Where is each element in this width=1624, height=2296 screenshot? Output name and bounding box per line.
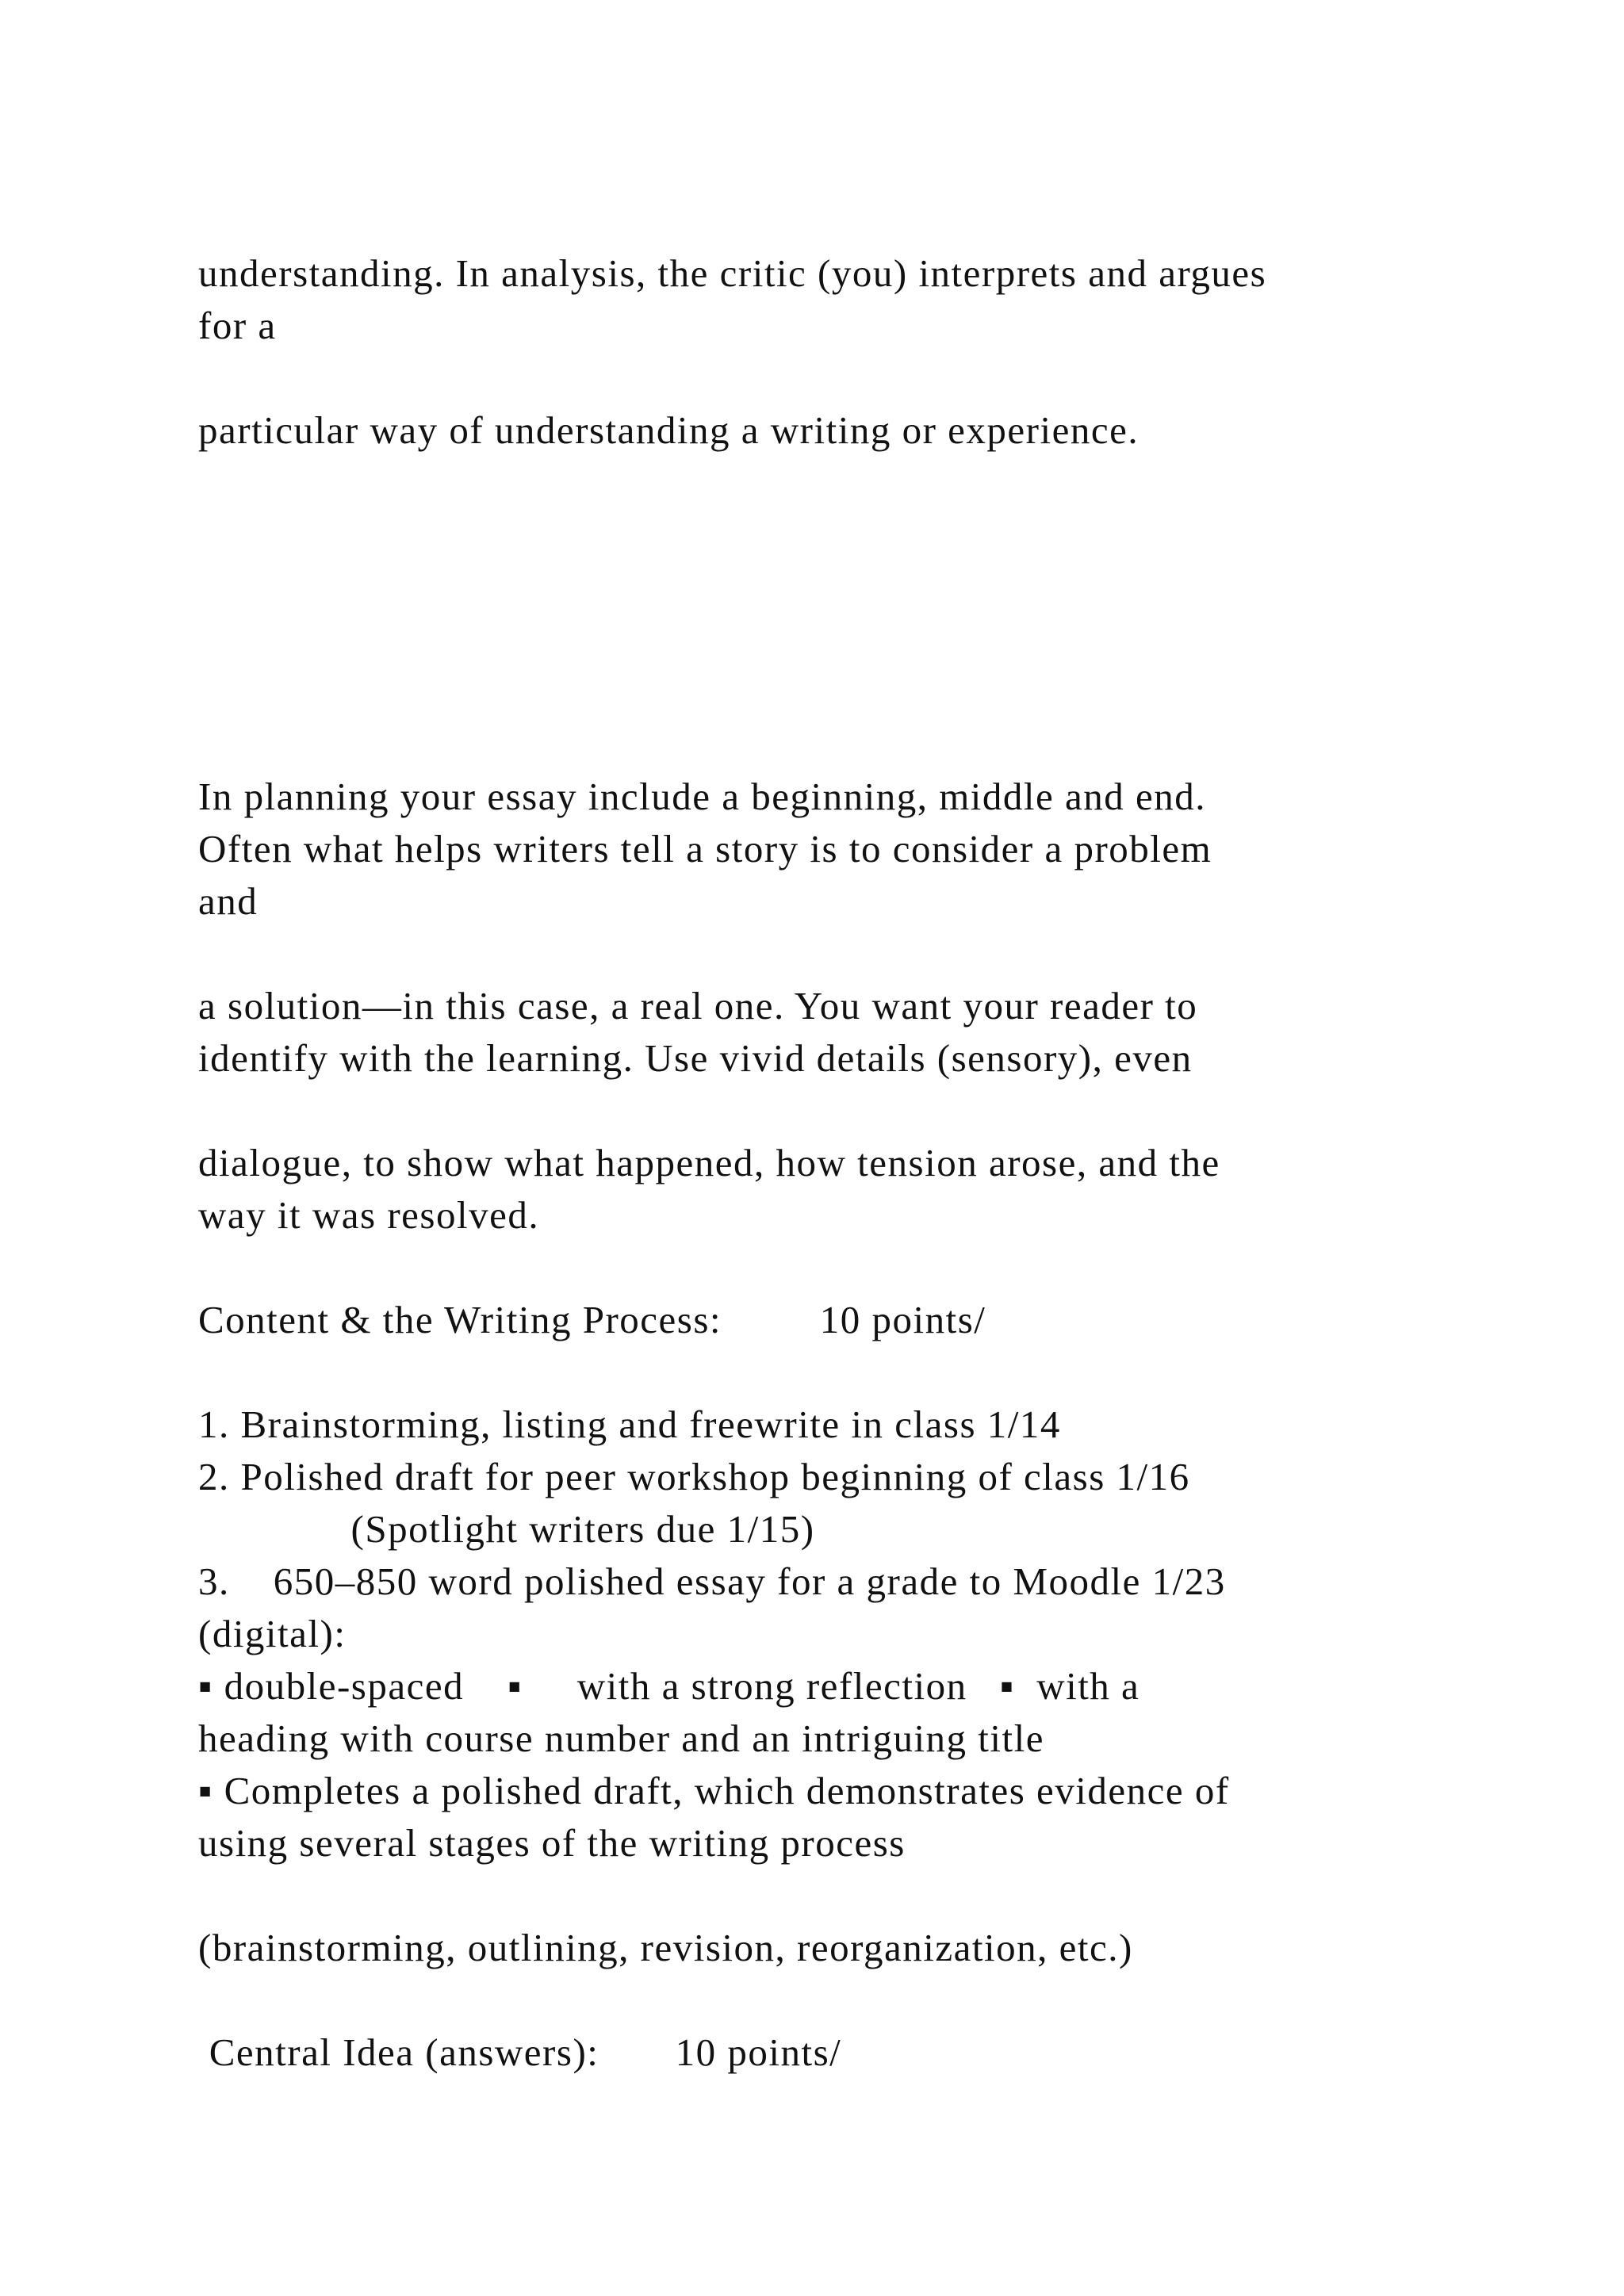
text-line: In planning your essay include a beginning, middle and end.	[198, 775, 1207, 818]
text-line: and	[198, 879, 259, 923]
text-line: (digital):	[198, 1612, 347, 1655]
text-line: using several stages of the writing process	[198, 1821, 906, 1865]
text-line: dialogue, to show what happened, how tension arose, and the	[198, 1141, 1220, 1184]
text-line: identify with the learning. Use vivid details (sensory), even	[198, 1036, 1193, 1080]
text-line: for a	[198, 304, 277, 347]
list-item: 3. 650–850 word polished essay for a grade to Moodle 1/23	[198, 1559, 1226, 1603]
text-line: understanding. In analysis, the critic (you) interprets and argues	[198, 251, 1267, 295]
text-line: (brainstorming, outlining, revision, reorganization, etc.)	[198, 1926, 1133, 1969]
text-line: Often what helps writers tell a story is to consider a problem	[198, 827, 1212, 871]
section-heading: Central Idea (answers): 10 points/	[198, 2030, 842, 2074]
bullet-line: ▪ Completes a polished draft, which demonstrates evidence of	[198, 1769, 1230, 1812]
list-item: 2. Polished draft for peer workshop beginning of class 1/16	[198, 1455, 1190, 1498]
bullet-line: ▪ double-spaced ▪ with a strong reflection ▪ with a	[198, 1664, 1140, 1708]
text-line: heading with course number and an intriguing title	[198, 1716, 1045, 1760]
text-line: a solution—in this case, a real one. You want your reader to	[198, 984, 1198, 1027]
list-item: 1. Brainstorming, listing and freewrite in class 1/14	[198, 1402, 1061, 1446]
text-line: way it was resolved.	[198, 1193, 540, 1237]
section-heading: Content & the Writing Process: 10 points/	[198, 1298, 986, 1341]
text-line: (Spotlight writers due 1/15)	[198, 1507, 815, 1551]
text-line: particular way of understanding a writing or experience.	[198, 408, 1139, 452]
